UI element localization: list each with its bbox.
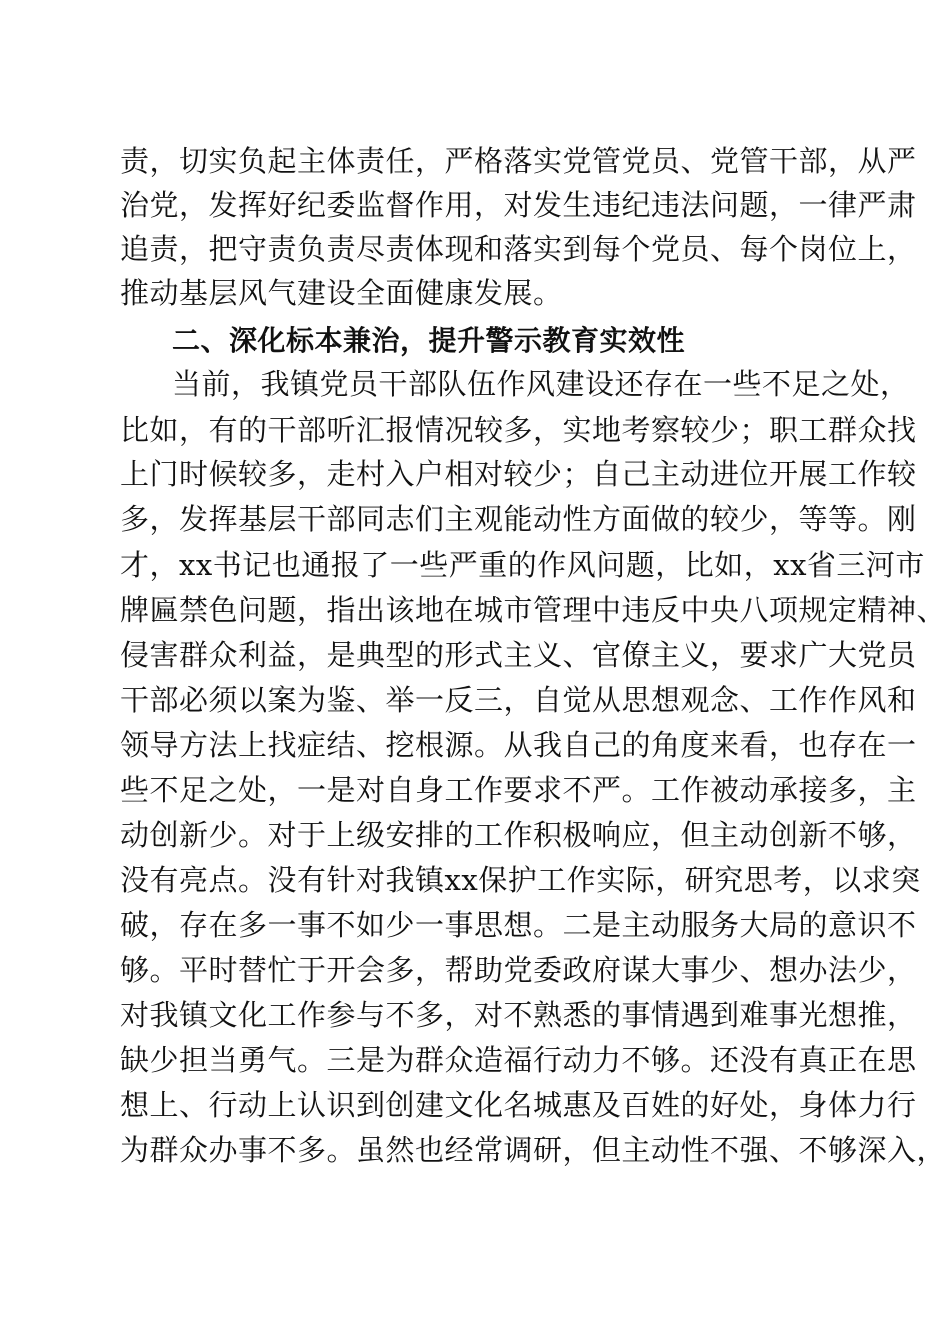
text-line: 够。平时替忙于开会多，帮助党委政府谋大事少、想办法少， <box>120 953 917 987</box>
text-line: 推动基层风气建设全面健康发展。 <box>120 276 563 310</box>
text-line: 缺少担当勇气。三是为群众造福行动力不够。还没有真正在思 <box>120 1043 917 1077</box>
text-line: 侵害群众利益，是典型的形式主义、官僚主义，要求广大党员 <box>120 638 917 672</box>
text-line: 些不足之处，一是对自身工作要求不严。工作被动承接多，主 <box>120 773 917 807</box>
text-line: 对我镇文化工作参与不多，对不熟悉的事情遇到难事光想推， <box>120 998 917 1032</box>
text-line: 想上、行动上认识到创建文化名城惠及百姓的好处，身体力行 <box>120 1088 917 1122</box>
text-line: 没有亮点。没有针对我镇xx保护工作实际，研究思考，以求突 <box>120 863 921 897</box>
text-line: 治党，发挥好纪委监督作用，对发生违纪违法问题，一律严肃 <box>120 188 917 222</box>
text-line: 为群众办事不多。虽然也经常调研，但主动性不强、不够深入， <box>120 1133 947 1167</box>
text-line: 才，xx书记也通报了一些严重的作风问题，比如，xx省三河市 <box>120 548 925 582</box>
text-line: 上门时候较多，走村入户相对较少；自己主动进位开展工作较 <box>120 457 917 491</box>
text-line: 比如，有的干部听汇报情况较多，实地考察较少；职工群众找 <box>120 413 917 447</box>
text-line: 动创新少。对于上级安排的工作积极响应，但主动创新不够， <box>120 818 917 852</box>
text-line: 破，存在多一事不如少一事思想。二是主动服务大局的意识不 <box>120 908 917 942</box>
section-heading: 二、深化标本兼治，提升警示教育实效性 <box>172 324 686 357</box>
text-line: 多，发挥基层干部同志们主观能动性方面做的较少，等等。刚 <box>120 502 917 536</box>
text-line: 责，切实负起主体责任，严格落实党管党员、党管干部，从严 <box>120 144 917 178</box>
text-line: 干部必须以案为鉴、举一反三，自觉从思想观念、工作作风和 <box>120 683 917 717</box>
text-line: 领导方法上找症结、挖根源。从我自己的角度来看，也存在一 <box>120 728 917 762</box>
text-line: 牌匾禁色问题，指出该地在城市管理中违反中央八项规定精神、 <box>120 593 947 627</box>
text-line: 追责，把守责负责尽责体现和落实到每个党员、每个岗位上， <box>120 232 917 266</box>
text-line: 当前，我镇党员干部队伍作风建设还存在一些不足之处， <box>172 367 910 401</box>
